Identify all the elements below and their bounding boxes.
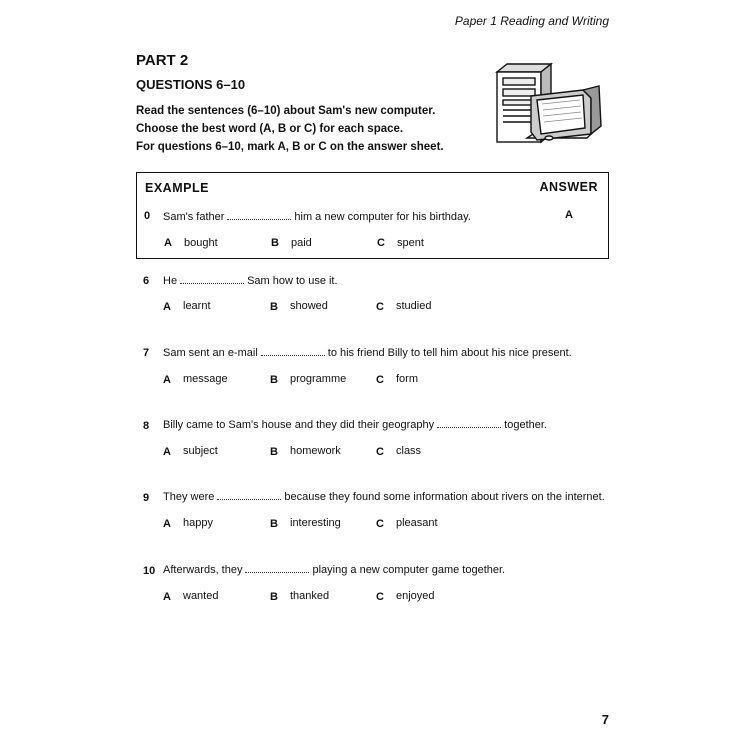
blank-dots	[180, 274, 244, 284]
option-text: happy	[183, 517, 213, 529]
option-text: programme	[290, 373, 347, 385]
question-number: 10	[143, 565, 156, 577]
option-text: form	[396, 373, 418, 385]
sentence-after: him a new computer for his birthday.	[294, 211, 471, 223]
option-letter: A	[163, 374, 171, 386]
option-letter: C	[376, 518, 384, 530]
option-text: spent	[397, 237, 424, 249]
example-label: EXAMPLE	[145, 181, 209, 195]
question-number: 6	[143, 275, 150, 287]
sentence-before: Sam's father	[163, 211, 225, 223]
option-letter: C	[376, 301, 384, 313]
option-text: showed	[290, 300, 328, 312]
sentence-before: They were	[163, 491, 215, 503]
example-box	[136, 172, 609, 259]
page-header: Paper 1 Reading and Writing	[454, 14, 609, 28]
question-sentence	[163, 490, 605, 503]
instruction-line: For questions 6–10, mark A, B or C on the answer sheet.	[136, 141, 444, 153]
option-letter: C	[376, 446, 384, 458]
question-number: 8	[143, 420, 150, 432]
part-title: PART 2	[136, 52, 189, 69]
option-text: wanted	[183, 590, 219, 602]
example-answer: A	[565, 209, 573, 221]
answer-label: ANSWER	[539, 180, 598, 194]
sentence-after: Sam how to use it.	[247, 275, 338, 287]
example-number: 0	[144, 210, 151, 222]
question-sentence	[163, 563, 505, 576]
blank-dots	[245, 563, 309, 573]
sentence-before: He	[163, 275, 178, 287]
option-text: enjoyed	[396, 590, 435, 602]
instruction-line: Choose the best word (A, B or C) for each space.	[136, 123, 404, 135]
option-text: paid	[291, 237, 312, 249]
option-letter: B	[270, 591, 278, 603]
option-text: homework	[290, 445, 341, 457]
question-number: 9	[143, 492, 150, 504]
option-text: subject	[183, 445, 218, 457]
option-text: class	[396, 445, 422, 457]
option-text: bought	[184, 237, 218, 249]
option-text: learnt	[183, 300, 211, 312]
sentence-before: Sam sent an e-mail	[163, 347, 258, 359]
option-letter: A	[163, 446, 171, 458]
option-text: thanked	[290, 590, 330, 602]
option-text: interesting	[290, 517, 341, 529]
option-letter: B	[270, 446, 278, 458]
option-letter: C	[376, 374, 384, 386]
blank-dots	[437, 418, 501, 428]
option-letter: A	[163, 518, 171, 530]
option-letter: A	[164, 237, 172, 249]
sentence-after: because they found some information about rivers on the internet.	[284, 491, 605, 503]
question-number: 7	[143, 347, 150, 359]
example-sentence	[163, 210, 471, 223]
option-text: studied	[396, 300, 432, 312]
blank-dots	[261, 346, 325, 356]
question-sentence	[163, 418, 547, 431]
sentence-after: together.	[504, 419, 547, 431]
computer-illustration	[487, 58, 605, 150]
option-letter: B	[271, 237, 279, 249]
question-sentence	[163, 274, 338, 287]
sentence-before: Afterwards, they	[163, 564, 243, 576]
option-text: pleasant	[396, 517, 438, 529]
option-letter: A	[163, 591, 171, 603]
option-letter: B	[270, 301, 278, 313]
option-text: message	[183, 373, 228, 385]
option-letter: A	[163, 301, 171, 313]
blank-dots	[227, 210, 291, 220]
instructions	[136, 102, 444, 156]
blank-dots	[217, 490, 281, 500]
sentence-after: playing a new computer game together.	[312, 564, 506, 576]
page-number: 7	[601, 712, 609, 727]
questions-title: QUESTIONS 6–10	[136, 77, 246, 92]
instruction-line: Read the sentences (6–10) about Sam's new computer.	[136, 105, 436, 117]
option-letter: C	[376, 591, 384, 603]
sentence-before: Billy came to Sam's house and they did their geography	[163, 419, 435, 431]
question-sentence	[163, 346, 572, 359]
sentence-after: to his friend Billy to tell him about his nice present.	[327, 347, 572, 359]
option-letter: C	[377, 237, 385, 249]
option-letter: B	[270, 374, 278, 386]
option-letter: B	[270, 518, 278, 530]
